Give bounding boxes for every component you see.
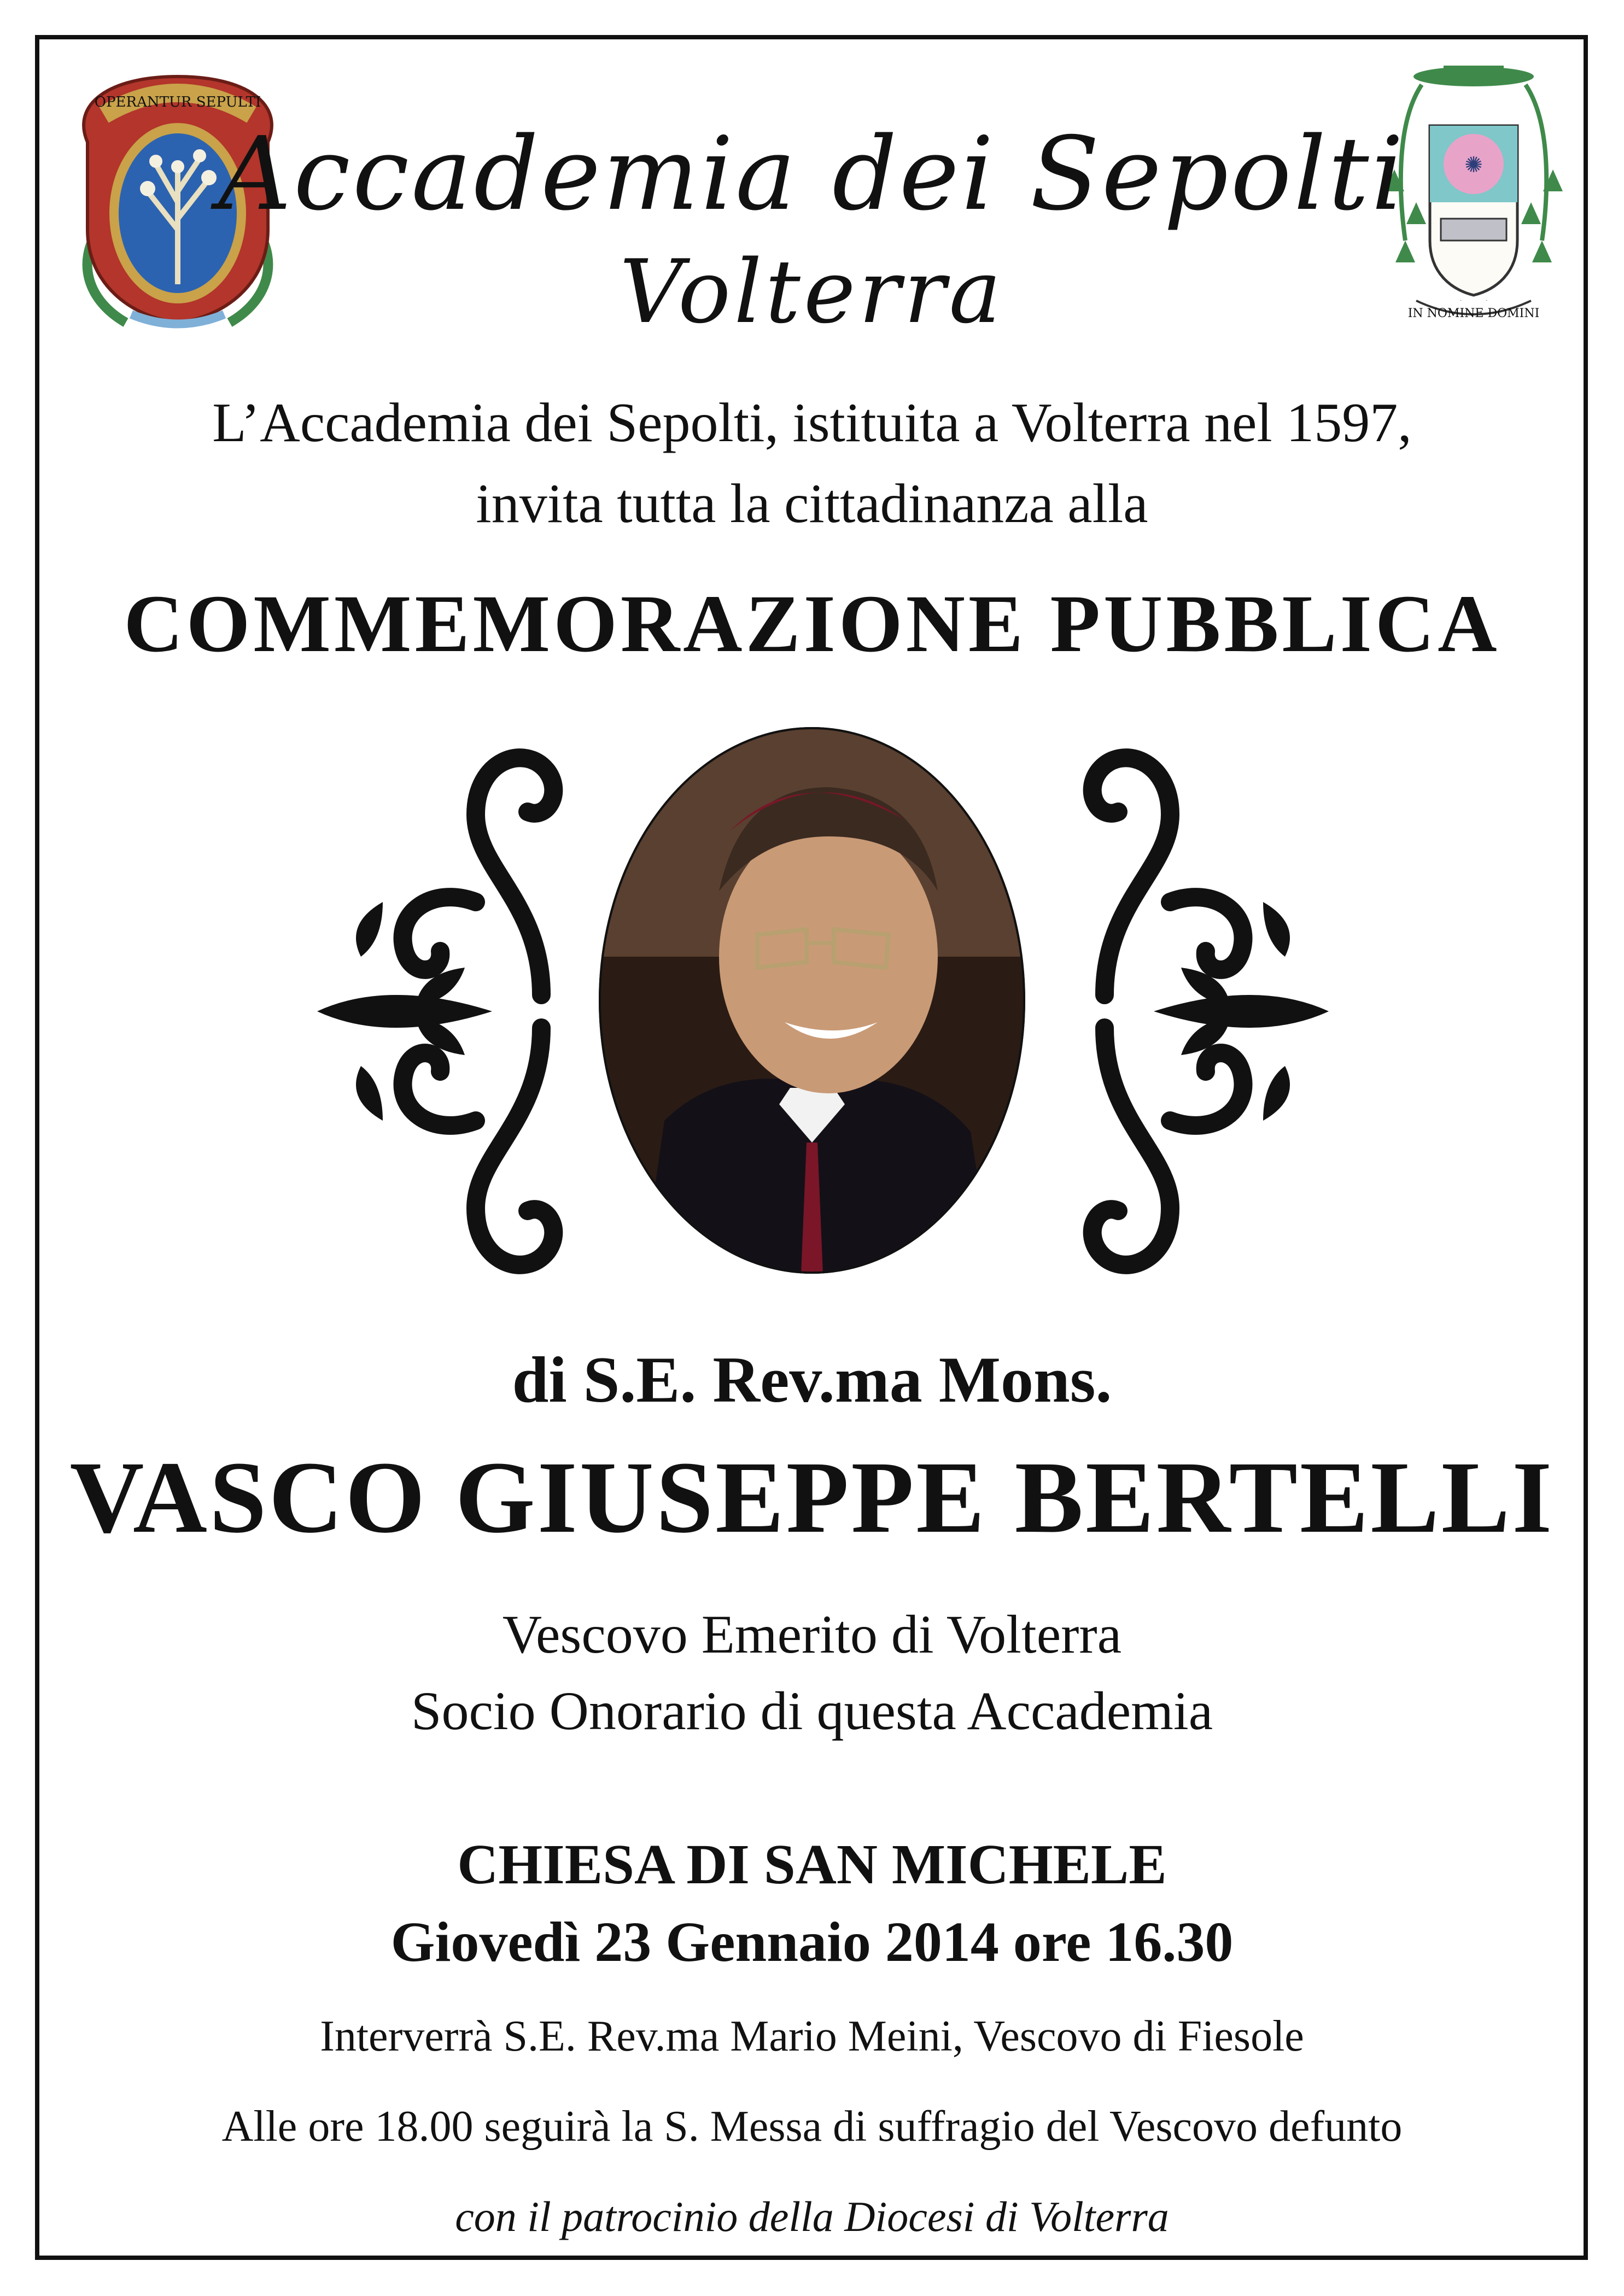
intro-text <box>0 383 1624 544</box>
honoree-role-2: Socio Onorario di questa Accademia <box>411 1680 1213 1741</box>
venue-place: CHIESA DI SAN MICHELE <box>457 1833 1167 1896</box>
event-title: COMMEMORAZIONE PUBBLICA <box>124 578 1500 669</box>
honoree-prefix: di S.E. Rev.ma Mons. <box>512 1343 1112 1416</box>
academy-name: Accademia dei Sepolti <box>218 115 1406 233</box>
mass-note: Alle ore 18.00 seguirà la S. Messa di suffragio del Vescovo defunto <box>221 2102 1403 2151</box>
patronage-note: con il patrocinio della Diocesi di Volterra <box>455 2193 1169 2240</box>
bishop-portrait-photo <box>599 727 1025 1274</box>
venue-datetime: Giovedì 23 Gennaio 2014 ore 16.30 <box>390 1911 1234 1973</box>
intro-line-1: L’Accademia dei Sepolti, istituita a Volterra nel 1597, <box>212 392 1412 454</box>
academy-city: Volterra <box>620 241 1004 343</box>
intro-line-2: invita tutta la cittadinanza alla <box>476 473 1148 535</box>
left-crest-motto: OPERANTUR SEPULTI <box>94 94 261 110</box>
ornament-scroll-left <box>312 722 580 1301</box>
honoree-name: VASCO GIUSEPPE BERTELLI <box>69 1440 1555 1554</box>
speaker-note: Interverrà S.E. Rev.ma Mario Meini, Vescovo di Fiesole <box>320 2012 1304 2060</box>
ornament-scroll-right <box>1066 722 1334 1301</box>
honoree-role-1: Vescovo Emerito di Volterra <box>502 1604 1122 1665</box>
honoree-roles <box>0 1596 1624 1749</box>
venue-block <box>0 1826 1624 1981</box>
right-crest-motto: IN NOMINE DOMINI <box>1407 307 1540 320</box>
svg-text:✺: ✺ <box>1464 153 1483 178</box>
